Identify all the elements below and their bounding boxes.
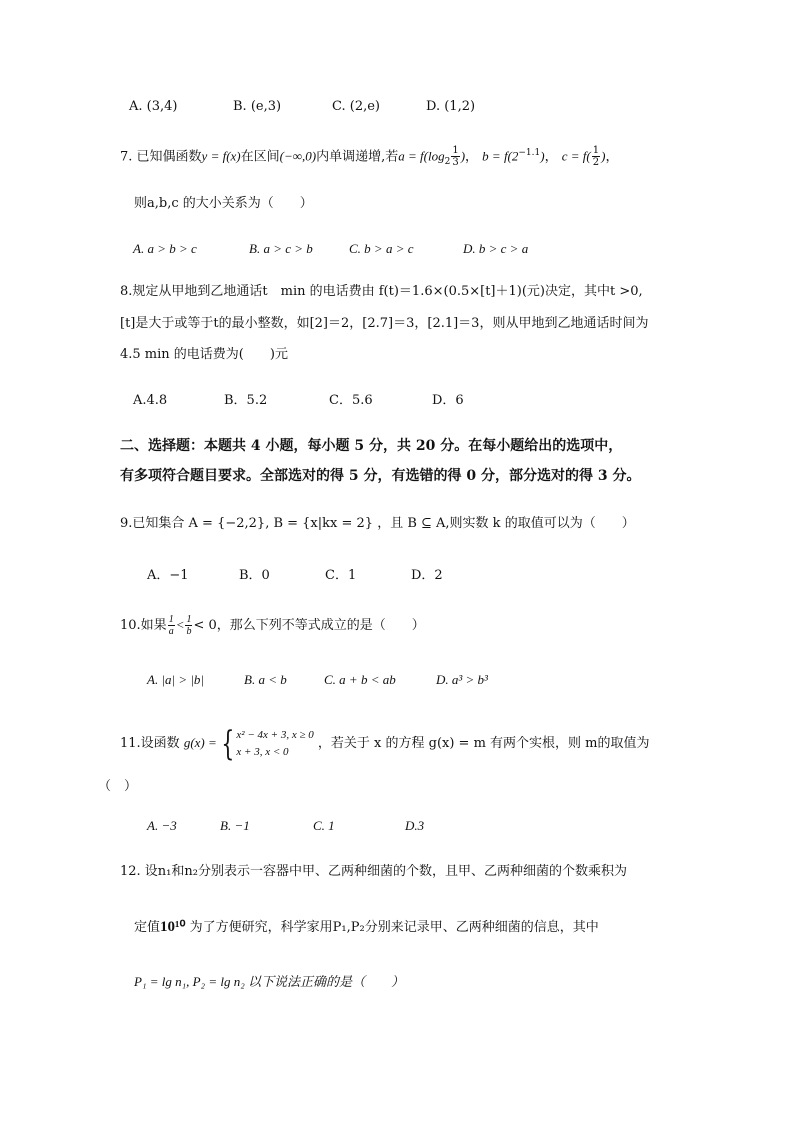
q12-line1: 12. 设n₁和n₂分别表示一容器中甲、乙两种细菌的个数，且甲、乙两种细菌的个数乘积为 [120,864,627,879]
q6-option-d: D. (1,2) [426,99,476,114]
q11-func: g(x) = [183,735,217,750]
q7-a-expr: a = f(log [398,148,445,164]
q8-option-d: D．6 [432,393,464,408]
q7-option-a: A. a > b > c [133,241,197,256]
q10-option-b: B. a < b [244,672,287,687]
q7-b-exp: −1.1 [518,148,541,158]
q10-option-a: A. |a| > |b| [147,672,205,687]
q12-line2-pre: 定值 [134,920,161,935]
q6-option-c: C. (2,e) [332,99,380,114]
q11-option-b: B. −1 [220,818,250,833]
q11-option-c: C. 1 [313,818,335,833]
q12-line2-post: 为了方便研究，科学家用P₁,P₂分别来记录甲、乙两种细菌的信息，其中 [189,920,599,935]
q9-stem: 9.已知集合 A = {−2,2}, B = {x|kx = 2} ，且 B ⊆ A,则实数 k 的取值可以为（ ） [120,516,635,531]
q12-big-number: 10¹⁰ [160,919,186,935]
q11-paren: （ ） [98,779,138,794]
q12-line2 [134,917,599,938]
q11-suffix: ，若关于 x 的方程 g(x) = m 有两个实根，则 m的取值为 [317,736,650,751]
q9-option-b: B．0 [239,568,270,583]
q7-interval: (−∞,0) [279,148,317,164]
q10-prefix: 10.如果 [120,618,167,633]
q7-a-fraction: $\frac{1}{3}$ [452,145,459,169]
q11-case2: x + 3, x < 0 [236,745,289,758]
q10-option-d: D. a³ > b³ [436,672,488,687]
q7-func: y = f(x) [201,148,241,164]
q9-option-a: A．−1 [147,568,189,583]
q8-option-b: B．5.2 [224,393,268,408]
q7-c-expr: c = f( [561,148,591,164]
q10-option-c: C. a + b < ab [324,672,396,687]
section2-line1: 二、选择题：本题共 4 小题，每小题 5 分，共 20 分。在每小题给出的选项中， [120,438,623,454]
q8-line3: 4.5 min 的电话费为( )元 [120,347,288,362]
q11-case1: x² − 4x + 3, x ≥ 0 [236,728,314,741]
q11-stem [120,723,650,764]
q7-mid: 在区间 [240,149,280,165]
q7-option-c: C. b > a > c [349,241,414,256]
q7-c-fraction: $\frac{1}{2}$ [592,145,600,169]
q7-option-d: D. b > c > a [463,241,529,256]
q7-line2: 则a,b,c 的大小关系为（ ） [134,196,313,211]
q9-option-c: C．1 [325,568,357,583]
section2-line2: 有多项符合题目要求。全部选对的得 5 分，有选错的得 0 分，部分选对的得 3 分。 [120,468,641,484]
q8-option-c: C．5.6 [329,393,373,408]
q11-option-a: A. −3 [147,818,177,833]
q7-stem: 7. 已知偶函数y = f(x)在区间(−∞,0)内单调递增,若$a = f(\log_2$ $\frac{1}{3}$ )， $b = f(2^{-1.1})$， c = f( $\frac{1}{2}$ )， [120,145,619,169]
q6-option-b: B. (e,3) [233,99,282,114]
q11-option-d: D.3 [405,818,425,833]
q11-brace: { [221,723,235,764]
q7-b-expr: b = f(2 [482,148,519,164]
q9-option-d: D．2 [411,568,443,583]
q12-line3: P₁ = lg n₁, P₂ = lg n₂ 以下说法正确的是（ ） [134,974,404,989]
q11-cases [236,727,313,761]
q7-prefix: 7. 已知偶函数 [120,149,202,165]
q10-fraction-a: $\frac{1}{a}$ [168,614,174,637]
q8-line1: 8.规定从甲地到乙地通话t min 的电话费由 f(t)＝1.6×(0.5×[t]＋1)(元)决定，其中t >0, [120,284,643,299]
q7-option-b: B. a > c > b [249,241,313,256]
q6-option-a: A. (3,4) [129,99,178,114]
q11-prefix: 11.设函数 [120,736,180,751]
q10-suffix: < 0，那么下列不等式成立的是（ ） [193,618,425,633]
q10-stem: 10.如果 $\frac{1}{a}$ < $\frac{1}{b}$ < 0，那么下列不等式成立的是（ ） [120,614,425,637]
q8-line2: [t]是大于或等于t的最小整数，如[2]＝2，[2.7]＝3，[2.1]＝3，则从甲地到乙地通话时间为 [120,316,649,331]
q8-option-a: A.4.8 [133,393,168,408]
q7-a-base: 2 [444,156,451,167]
q10-fraction-b: $\frac{1}{b}$ [186,614,192,637]
q7-mid2: 内单调递增,若 [316,149,399,165]
